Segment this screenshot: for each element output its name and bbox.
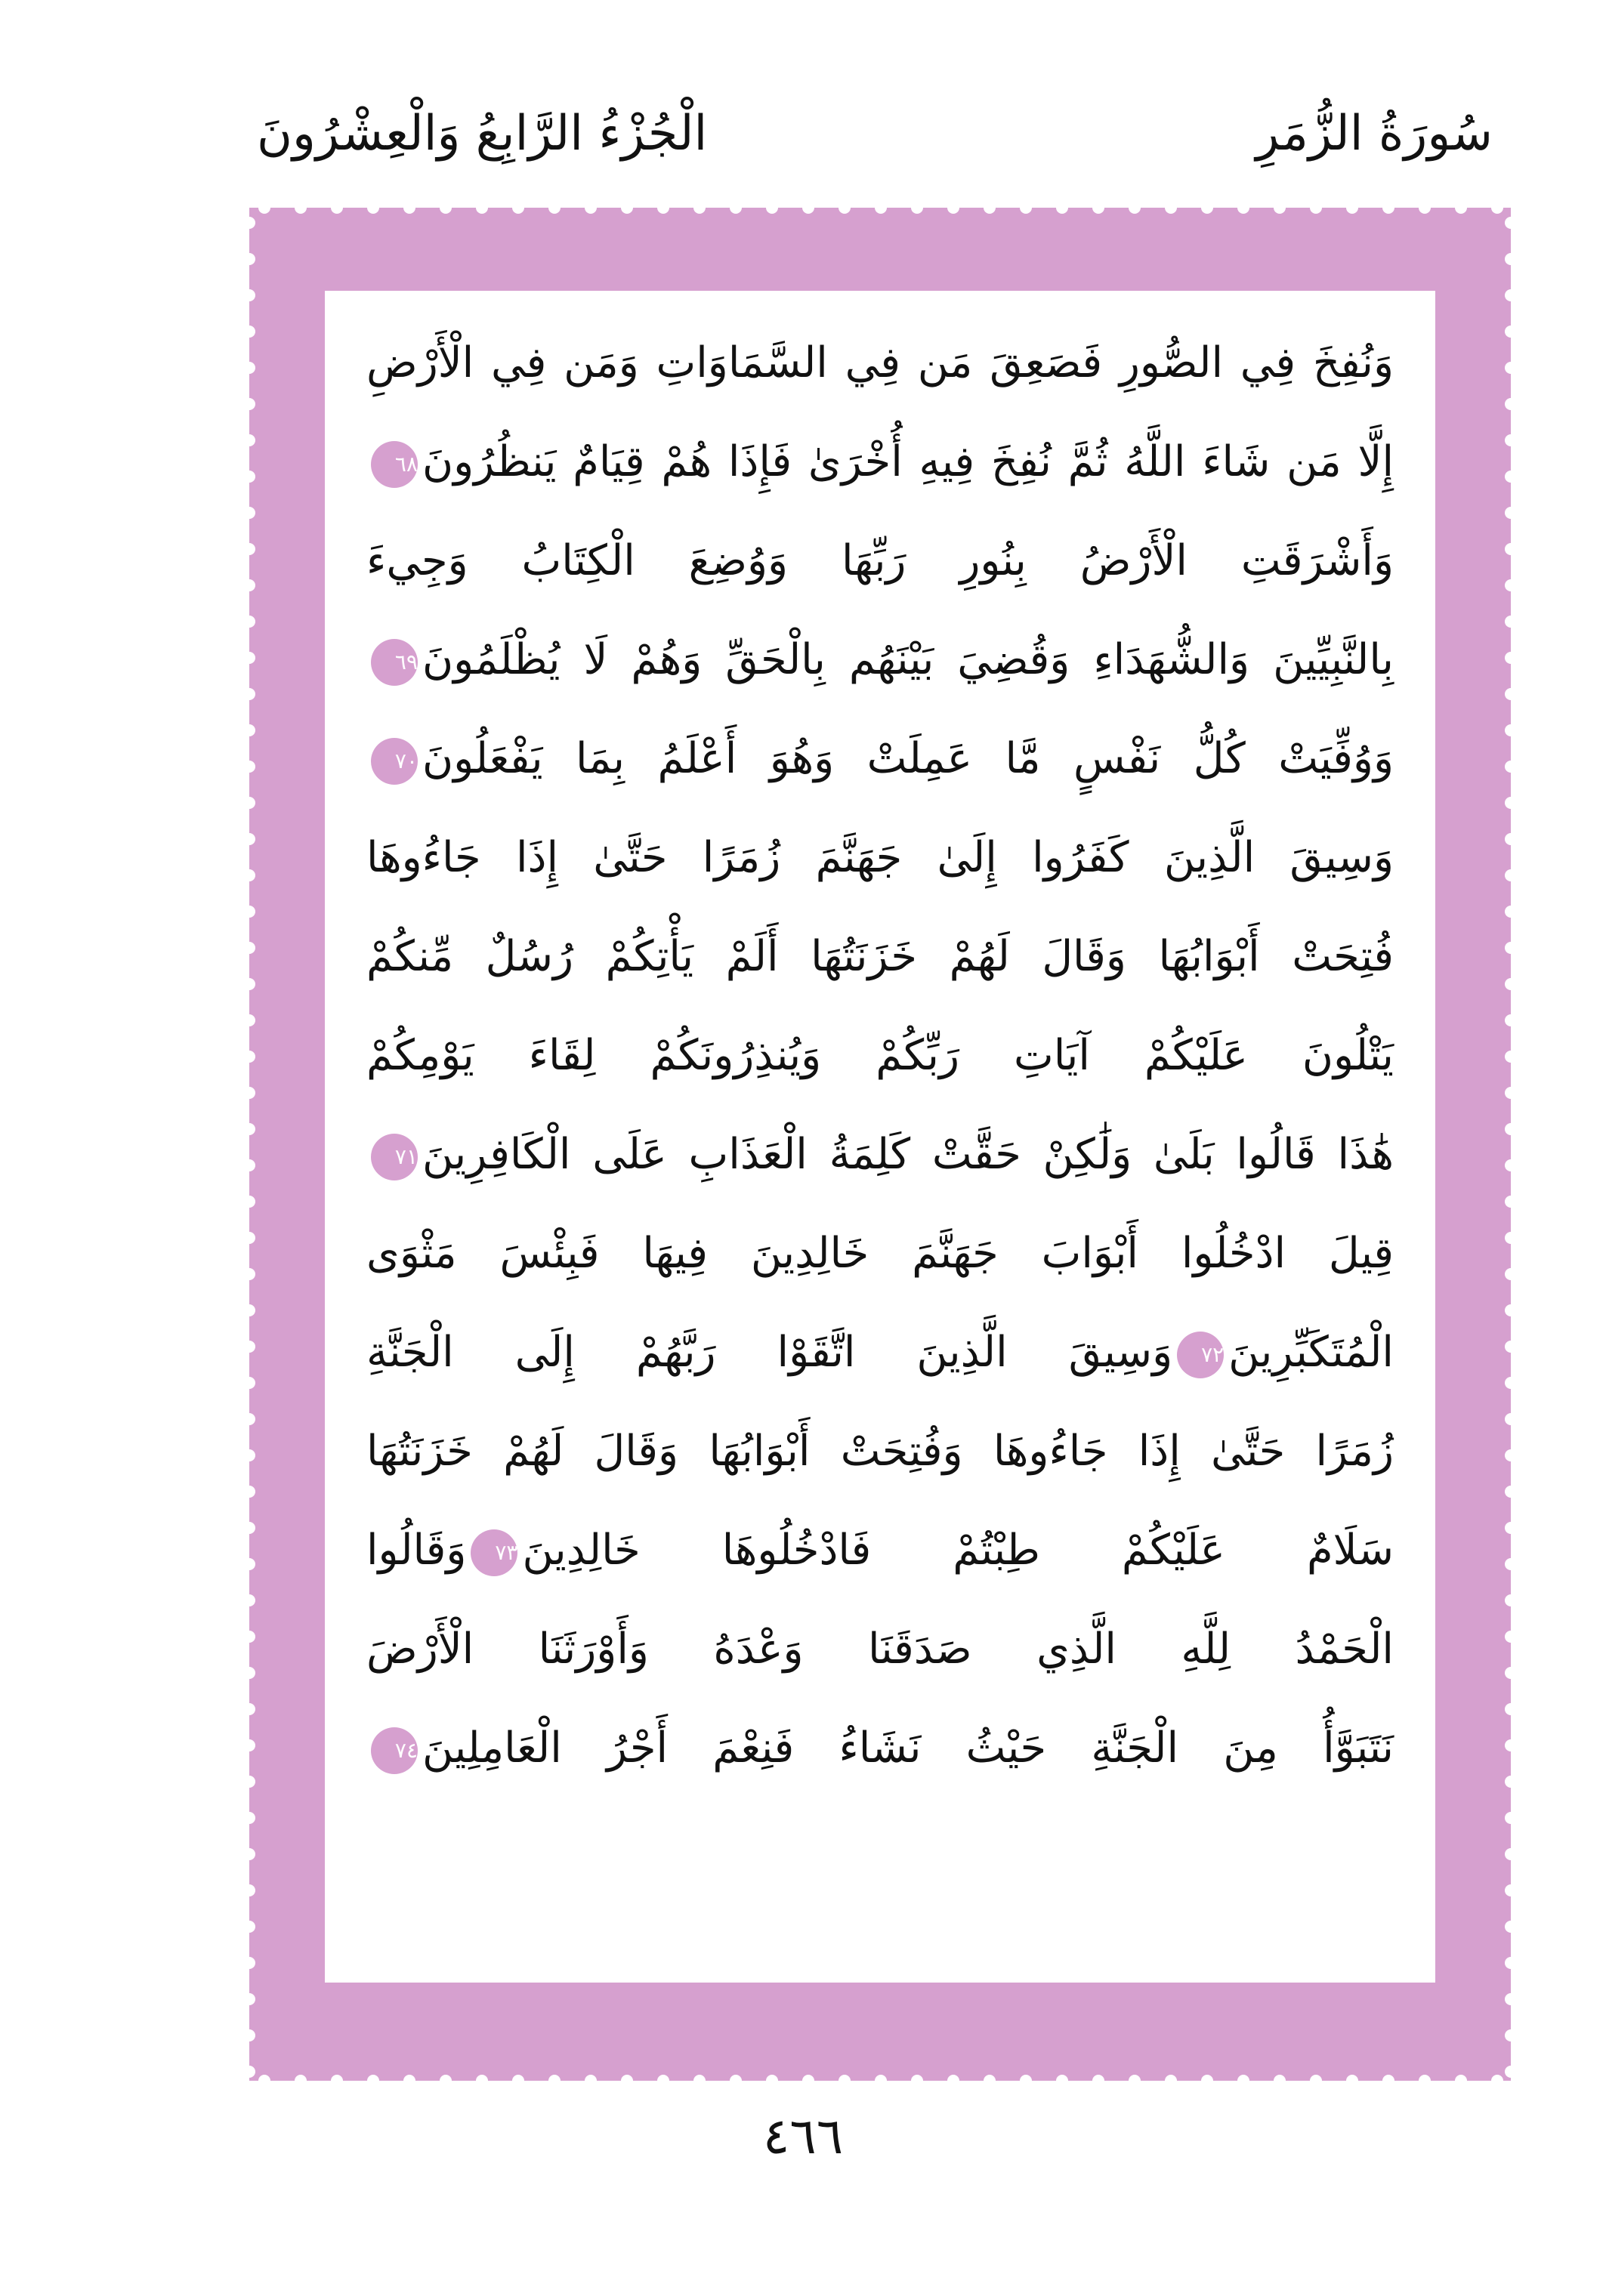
frame-scallop — [1505, 1884, 1511, 1896]
frame-scallop — [1505, 1449, 1511, 1461]
verse-line — [366, 1402, 1394, 1501]
frame-scallop — [249, 797, 255, 809]
frame-scallop — [249, 1159, 255, 1171]
frame-scallop — [249, 1594, 255, 1606]
frame-scallop — [621, 2075, 633, 2081]
frame-scallop — [1201, 2075, 1213, 2081]
ayah-number-marker: ٧٢ — [1177, 1332, 1224, 1378]
frame-scallop — [249, 1522, 255, 1534]
frame-scallop — [875, 2075, 887, 2081]
frame-scallop — [1165, 2075, 1177, 2081]
frame-scallop — [1505, 1667, 1511, 1679]
frame-scallop — [1382, 208, 1394, 214]
frame-scallop — [1020, 208, 1032, 214]
verse-text: يَتْلُونَ عَلَيْكُمْ آيَاتِ رَبِّكُمْ وَيُنذِرُونَكُمْ لِقَاءَ يَوْمِكُمْ — [366, 1031, 1394, 1080]
frame-scallop — [1419, 2075, 1431, 2081]
frame-scallop — [403, 208, 415, 214]
frame-scallop — [730, 2075, 742, 2081]
frame-scallop — [947, 2075, 959, 2081]
frame-scallop — [1056, 208, 1068, 214]
frame-scallop — [249, 1449, 255, 1461]
frame-scallop — [984, 2075, 996, 2081]
frame-scallop — [249, 1304, 255, 1316]
frame-scallop — [249, 1848, 255, 1860]
verse-text: وَنُفِخَ فِي الصُّورِ فَصَعِقَ مَن فِي السَّمَاوَاتِ وَمَن فِي الْأَرْضِ — [366, 338, 1394, 387]
frame-scallop — [295, 208, 307, 214]
frame-scallop — [249, 1014, 255, 1026]
frame-scallop — [1505, 1014, 1511, 1026]
frame-scallop — [1419, 208, 1431, 214]
page-number: ٤٦٦ — [762, 2107, 844, 2165]
verse-text: الْمُتَكَبِّرِينَ — [1228, 1328, 1394, 1377]
frame-scallop — [802, 2075, 814, 2081]
frame-scallop — [1346, 208, 1358, 214]
frame-scallop — [548, 2075, 561, 2081]
frame-scallop — [1505, 1776, 1511, 1788]
verse-text: وَأَشْرَقَتِ الْأَرْضُ بِنُورِ رَبِّهَا وَوُضِعَ الْكِتَابُ وَجِيءَ — [366, 536, 1394, 585]
frame-scallop — [1505, 217, 1511, 229]
frame-scallop — [1505, 1703, 1511, 1715]
verse-text: بِالنَّبِيِّينَ وَالشُّهَدَاءِ وَقُضِيَ بَيْنَهُم بِالْحَقِّ وَهُمْ لَا يُظْلَمُونَ — [422, 635, 1394, 684]
verse-text: إِلَّا مَن شَاءَ اللَّهُ ثُمَّ نُفِخَ فِيهِ أُخْرَىٰ فَإِذَا هُمْ قِيَامٌ يَنظُرُونَ — [422, 437, 1394, 486]
frame-scallop — [1505, 1196, 1511, 1208]
verse-text: قِيلَ ادْخُلُوا أَبْوَابَ جَهَنَّمَ خَالِدِينَ فِيهَا فَبِئْسَ مَثْوَى — [366, 1229, 1394, 1278]
verse-line — [366, 313, 1394, 412]
frame-scallop — [1505, 1957, 1511, 1969]
frame-scallop — [1505, 688, 1511, 700]
frame-scallop — [249, 978, 255, 990]
frame-scallop — [249, 1739, 255, 1751]
frame-scallop — [1092, 2075, 1104, 2081]
frame-scallop — [1505, 507, 1511, 519]
frame-scallop — [249, 1341, 255, 1353]
verse-line — [366, 1600, 1394, 1699]
frame-scallop — [249, 1957, 255, 1969]
verse-line — [366, 1105, 1394, 1204]
frame-scallop — [730, 208, 742, 214]
frame-scallop — [1505, 1812, 1511, 1824]
frame-scallop — [258, 208, 270, 214]
frame-scallop — [1491, 208, 1503, 214]
ayah-number-marker: ٧١ — [371, 1134, 418, 1180]
juz-name: الْجُزْءُ الرَّابِعُ وَالْعِشْرُونَ — [257, 106, 708, 162]
frame-scallop — [1505, 1377, 1511, 1389]
frame-scallop — [875, 208, 887, 214]
frame-scallop — [1129, 2075, 1141, 2081]
frame-scallop — [1455, 208, 1467, 214]
frame-scallop — [766, 208, 778, 214]
verse-text: فُتِحَتْ أَبْوَابُهَا وَقَالَ لَهُمْ خَزَنَتُهَا أَلَمْ يَأْتِكُمْ رُسُلٌ مِّنكُمْ — [366, 932, 1394, 981]
frame-scallop — [1505, 2066, 1511, 2078]
frame-scallop — [249, 906, 255, 918]
frame-scallop — [1505, 724, 1511, 736]
frame-scallop — [249, 579, 255, 591]
frame-scallop — [1274, 2075, 1286, 2081]
frame-scallop — [548, 208, 561, 214]
frame-scallop — [249, 1377, 255, 1389]
verse-text: وَوُفِّيَتْ كُلُّ نَفْسٍ مَّا عَمِلَتْ وَهُوَ أَعْلَمُ بِمَا يَفْعَلُونَ — [422, 734, 1394, 783]
frame-scallop — [249, 434, 255, 446]
frame-scallop — [440, 208, 452, 214]
frame-scallop — [693, 2075, 706, 2081]
frame-scallop — [249, 652, 255, 664]
frame-scallop — [1505, 833, 1511, 845]
frame-scallop — [1505, 1594, 1511, 1606]
frame-scallop — [1505, 1921, 1511, 1933]
frame-scallop — [249, 1558, 255, 1570]
frame-scallop — [1455, 2075, 1467, 2081]
page-frame — [249, 208, 1511, 2081]
frame-scallop — [1505, 906, 1511, 918]
frame-scallop — [766, 2075, 778, 2081]
frame-scallop — [1505, 253, 1511, 265]
verse-line — [366, 511, 1394, 610]
frame-scallop — [1274, 208, 1286, 214]
frame-scallop — [476, 2075, 488, 2081]
frame-scallop — [249, 724, 255, 736]
surah-name: سُورَةُ الزُّمَرِ — [1255, 106, 1493, 162]
frame-scallop — [1165, 208, 1177, 214]
verse-text: الْحَمْدُ لِلَّهِ الَّذِي صَدَقَنَا وَعْدَهُ وَأَوْرَثَنَا الْأَرْضَ — [366, 1625, 1394, 1674]
frame-scallop — [249, 616, 255, 628]
verse-line — [366, 907, 1394, 1006]
frame-scallop — [249, 833, 255, 845]
frame-scallop — [1201, 208, 1213, 214]
frame-scallop — [1505, 1159, 1511, 1171]
frame-scallop — [331, 2075, 343, 2081]
frame-scallop — [249, 471, 255, 483]
frame-scallop — [1505, 289, 1511, 301]
verse-text: وَسِيقَ الَّذِينَ كَفَرُوا إِلَىٰ جَهَنَّمَ زُمَرًا حَتَّىٰ إِذَا جَاءُوهَا — [366, 833, 1394, 882]
frame-scallop — [1505, 869, 1511, 881]
frame-scallop — [249, 1703, 255, 1715]
frame-scallop — [1310, 2075, 1322, 2081]
frame-scallop — [1505, 326, 1511, 338]
frame-scallop — [512, 2075, 524, 2081]
frame-scallop — [1505, 1993, 1511, 2005]
frame-scallop — [249, 1812, 255, 1824]
frame-scallop — [1505, 1413, 1511, 1425]
frame-scallop — [693, 208, 706, 214]
frame-scallop — [1505, 1341, 1511, 1353]
frame-scallop — [367, 2075, 379, 2081]
frame-scallop — [1491, 2075, 1503, 2081]
frame-scallop — [295, 2075, 307, 2081]
frame-scallop — [249, 1776, 255, 1788]
frame-scallop — [1505, 1304, 1511, 1316]
frame-scallop — [839, 2075, 851, 2081]
frame-scallop — [249, 2066, 255, 2078]
frame-scallop — [1505, 761, 1511, 773]
ayah-number-marker: ٦٨ — [371, 441, 418, 488]
ayah-number-marker: ٧٠ — [371, 738, 418, 785]
frame-scallop — [1505, 362, 1511, 374]
frame-scallop — [1505, 2029, 1511, 2041]
verse-line — [366, 1501, 1394, 1600]
frame-scallop — [249, 543, 255, 555]
frame-scallop — [1505, 1848, 1511, 1860]
frame-scallop — [249, 1667, 255, 1679]
ayah-number-marker: ٧٤ — [371, 1727, 418, 1774]
frame-scallop — [249, 1087, 255, 1099]
frame-scallop — [403, 2075, 415, 2081]
verse-text: هَٰذَا قَالُوا بَلَىٰ وَلَٰكِنْ حَقَّتْ كَلِمَةُ الْعَذَابِ عَلَى الْكَافِرِينَ — [422, 1130, 1394, 1179]
frame-scallop — [249, 761, 255, 773]
verse-text-continuation: وَقَالُوا — [366, 1526, 467, 1575]
frame-scallop — [249, 1631, 255, 1643]
frame-scallop — [249, 2029, 255, 2041]
frame-scallop — [1505, 434, 1511, 446]
frame-scallop — [1056, 2075, 1068, 2081]
frame-scallop — [911, 2075, 923, 2081]
frame-scallop — [1346, 2075, 1358, 2081]
frame-scallop — [1505, 1051, 1511, 1063]
frame-scallop — [1310, 208, 1322, 214]
frame-scallop — [249, 1196, 255, 1208]
verse-line — [366, 1204, 1394, 1303]
verse-line — [366, 412, 1394, 511]
frame-scallop — [249, 688, 255, 700]
frame-scallop — [249, 507, 255, 519]
frame-scallop — [1505, 1739, 1511, 1751]
frame-scallop — [839, 208, 851, 214]
frame-scallop — [1505, 978, 1511, 990]
frame-scallop — [249, 1884, 255, 1896]
frame-scallop — [331, 208, 343, 214]
frame-scallop — [249, 289, 255, 301]
frame-scallop — [1505, 1268, 1511, 1280]
frame-scallop — [1505, 797, 1511, 809]
verse-line — [366, 808, 1394, 907]
frame-scallop — [249, 253, 255, 265]
frame-scallop — [1129, 208, 1141, 214]
frame-scallop — [249, 217, 255, 229]
verse-text: نَتَبَوَّأُ مِنَ الْجَنَّةِ حَيْثُ نَشَاءُ فَنِعْمَ أَجْرُ الْعَامِلِينَ — [422, 1724, 1394, 1773]
frame-scallop — [802, 208, 814, 214]
frame-scallop — [249, 398, 255, 410]
frame-scallop — [249, 1123, 255, 1135]
frame-scallop — [1505, 942, 1511, 954]
frame-scallop — [249, 1232, 255, 1244]
frame-scallop — [249, 1051, 255, 1063]
frame-scallop — [911, 208, 923, 214]
frame-scallop — [1382, 2075, 1394, 2081]
verse-text: سَلَامٌ عَلَيْكُمْ طِبْتُمْ فَادْخُلُوهَا خَالِدِينَ — [522, 1526, 1394, 1575]
frame-scallop — [1237, 208, 1249, 214]
frame-scallop — [1237, 2075, 1249, 2081]
frame-scallop — [249, 1921, 255, 1933]
frame-scallop — [984, 208, 996, 214]
verse-line — [366, 610, 1394, 709]
frame-scallop — [621, 208, 633, 214]
frame-scallop — [1505, 471, 1511, 483]
frame-scallop — [1505, 1631, 1511, 1643]
verse-line — [366, 1699, 1394, 1798]
ayah-number-marker: ٦٩ — [371, 639, 418, 686]
ayah-number-marker: ٧٣ — [471, 1529, 517, 1576]
frame-scallop — [585, 2075, 597, 2081]
verse-line — [366, 1006, 1394, 1105]
frame-scallop — [476, 208, 488, 214]
frame-scallop — [1505, 579, 1511, 591]
frame-scallop — [1505, 543, 1511, 555]
text-panel — [325, 291, 1435, 1983]
frame-scallop — [1505, 1558, 1511, 1570]
frame-scallop — [249, 326, 255, 338]
frame-scallop — [249, 1993, 255, 2005]
frame-scallop — [258, 2075, 270, 2081]
verse-line — [366, 709, 1394, 808]
verse-text: زُمَرًا حَتَّىٰ إِذَا جَاءُوهَا وَفُتِحَتْ أَبْوَابُهَا وَقَالَ لَهُمْ خَزَنَتُهَا — [366, 1427, 1394, 1476]
frame-scallop — [585, 208, 597, 214]
frame-scallop — [249, 1486, 255, 1498]
frame-scallop — [1505, 616, 1511, 628]
frame-scallop — [1505, 1522, 1511, 1534]
frame-scallop — [657, 208, 669, 214]
frame-scallop — [1505, 1486, 1511, 1498]
frame-scallop — [657, 2075, 669, 2081]
frame-scallop — [249, 942, 255, 954]
frame-scallop — [249, 362, 255, 374]
verse-line — [366, 1303, 1394, 1402]
frame-scallop — [1505, 1123, 1511, 1135]
frame-scallop — [1505, 652, 1511, 664]
frame-scallop — [440, 2075, 452, 2081]
frame-scallop — [249, 1413, 255, 1425]
frame-scallop — [249, 1268, 255, 1280]
frame-scallop — [1092, 208, 1104, 214]
frame-scallop — [1020, 2075, 1032, 2081]
frame-scallop — [947, 208, 959, 214]
frame-scallop — [1505, 1087, 1511, 1099]
frame-scallop — [1505, 1232, 1511, 1244]
frame-scallop — [512, 208, 524, 214]
frame-scallop — [367, 208, 379, 214]
verse-text-continuation: وَسِيقَ الَّذِينَ اتَّقَوْا رَبَّهُمْ إِلَى الْجَنَّةِ — [366, 1328, 1173, 1377]
frame-scallop — [1505, 398, 1511, 410]
frame-scallop — [249, 869, 255, 881]
